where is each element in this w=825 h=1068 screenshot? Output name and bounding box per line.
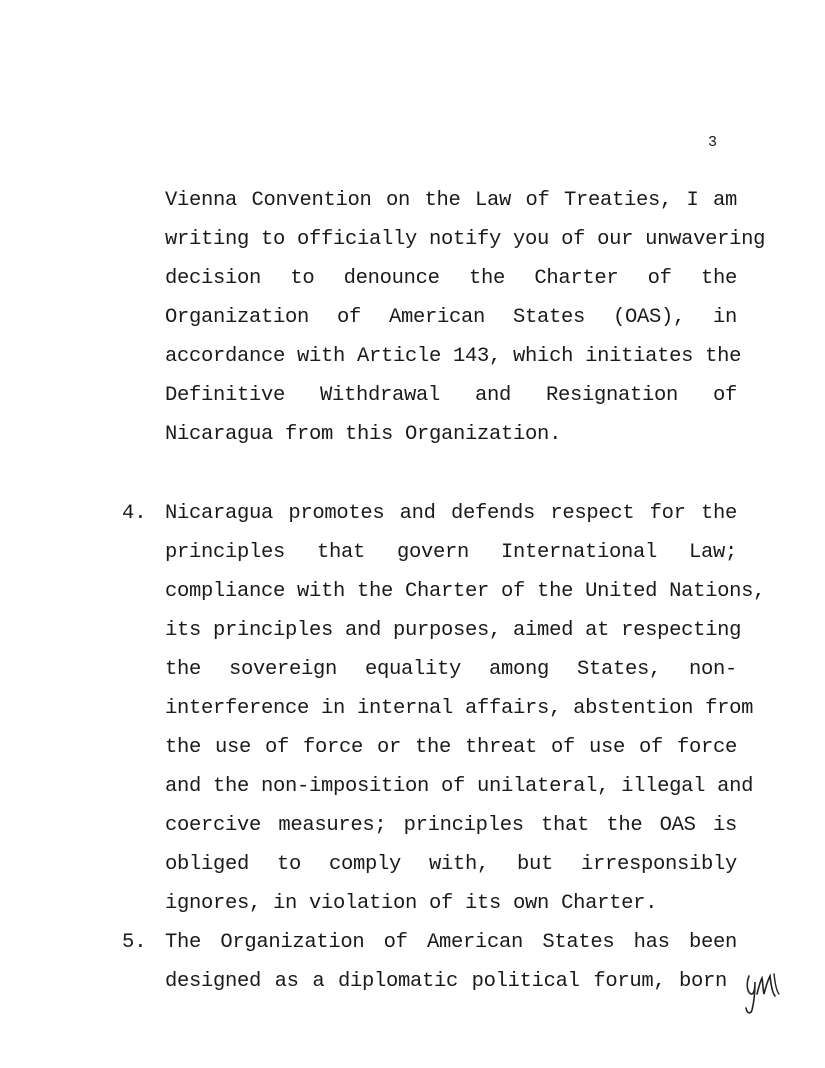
paragraph-line: writing to officially notify you of our unwavering: [165, 228, 766, 251]
paragraph-line: decision to denounce the Charter of the: [165, 267, 737, 290]
paragraph-line: The Organization of American States has been: [165, 931, 737, 954]
list-item-number: 5.: [122, 931, 147, 954]
list-item-number: 4.: [122, 502, 147, 525]
paragraph-line: the sovereign equality among States, non-: [165, 658, 737, 681]
paragraph-line: Organization of American States (OAS), in: [165, 306, 737, 329]
paragraph-line: and the non-imposition of unilateral, illegal and: [165, 775, 754, 798]
paragraph-line: its principles and purposes, aimed at respecting: [165, 619, 742, 642]
paragraph-line: Nicaragua from this Organization.: [165, 423, 562, 446]
paragraph-line: designed as a diplomatic political forum, born: [165, 970, 727, 993]
paragraph-line: the use of force or the threat of use of force: [165, 736, 737, 759]
paragraph-line: principles that govern International Law;: [165, 541, 737, 564]
page-number: 3: [708, 134, 718, 151]
paragraph-line: Vienna Convention on the Law of Treaties, I am: [165, 189, 737, 212]
paragraph-line: obliged to comply with, but irresponsibly: [165, 853, 737, 876]
paragraph-line: ignores, in violation of its own Charter.: [165, 892, 658, 915]
paragraph-line: Definitive Withdrawal and Resignation of: [165, 384, 737, 407]
paragraph-line: coercive measures; principles that the OAS is: [165, 814, 737, 837]
handwritten-initials-signature: [742, 970, 782, 1016]
paragraph-line: accordance with Article 143, which initiates the: [165, 345, 742, 368]
paragraph-line: compliance with the Charter of the United Nations,: [165, 580, 766, 603]
paragraph-line: interference in internal affairs, abstention from: [165, 697, 754, 720]
paragraph-line: Nicaragua promotes and defends respect for the: [165, 502, 737, 525]
